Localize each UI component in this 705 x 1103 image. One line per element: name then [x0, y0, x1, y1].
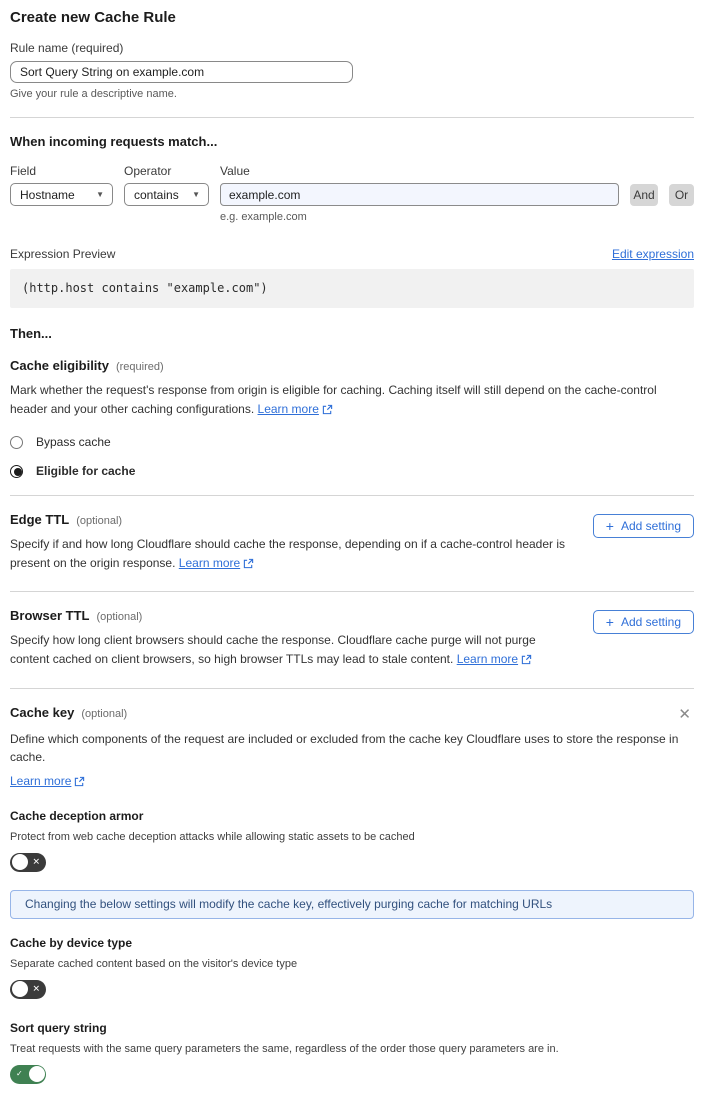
value-input[interactable] [220, 183, 619, 206]
cache-key-warning-banner: Changing the below settings will modify the cache key, effectively purging cache for matching URLs [10, 890, 694, 919]
edge-ttl-qualifier: (optional) [76, 515, 123, 528]
edit-expression-link[interactable]: Edit expression [611, 247, 694, 261]
toggle-off-x-icon: ✕ [32, 983, 40, 994]
rule-name-help: Give your rule a descriptive name. [10, 88, 177, 100]
field-select-value: Hostname [20, 187, 75, 202]
expression-preview-label: Expression Preview [10, 247, 116, 261]
cache-by-device-type-toggle[interactable] [10, 980, 46, 999]
chevron-down-icon: ▼ [96, 189, 104, 199]
cache-by-device-type-description: Separate cached content based on the visitor's device type [10, 957, 298, 970]
add-setting-label: Add setting [620, 519, 681, 534]
edge-ttl-section [10, 496, 694, 574]
sort-query-string-description: Treat requests with the same query parameters the same, regardless of the order those query parameters are in. [10, 1042, 559, 1055]
cache-key-title: Cache key [10, 704, 75, 720]
match-heading: When incoming requests match... [10, 134, 218, 149]
plus-icon: + [605, 518, 614, 535]
match-labels-row [10, 164, 694, 178]
cache-eligibility-description: Mark whether the request's response from origin is eligible for caching. Caching itself will still depend on the cache-control header and your other caching configurations. Learn more [10, 381, 694, 420]
browser-ttl-add-setting-button[interactable] [593, 610, 694, 634]
field-select[interactable] [10, 183, 113, 206]
browser-ttl-title: Browser TTL [10, 608, 90, 624]
cache-deception-armor-title: Cache deception armor [10, 808, 144, 823]
cache-eligibility-qualifier: (required) [115, 361, 164, 373]
cache-key-description: Define which components of the request are included or excluded from the cache key Cloudflare uses to store the response in cache. [10, 731, 679, 765]
cache-eligibility-section [10, 358, 694, 478]
cache-deception-armor-description: Protect from web cache deception attacks while allowing static assets to be cached [10, 830, 415, 843]
external-link-icon [521, 652, 532, 671]
and-button[interactable]: And [630, 184, 658, 206]
radio-label: Bypass cache [36, 435, 111, 450]
radio-option-bypass-cache[interactable] [10, 435, 694, 449]
chevron-down-icon: ▼ [192, 189, 200, 199]
value-hint: e.g. example.com [220, 211, 307, 223]
browser-ttl-description: Specify how long client browsers should cache the response. Cloudflare cache purge will not purge content cached on client browsers, so high browser TTLs may lead to stale content. Learn more [10, 631, 570, 670]
external-link-icon [74, 774, 85, 792]
edge-ttl-title: Edge TTL [10, 512, 70, 528]
toggle-knob [12, 854, 28, 870]
value-label: Value [220, 164, 250, 178]
add-setting-label: Add setting [620, 615, 681, 630]
cache-eligibility-title: Cache eligibility [10, 358, 109, 373]
edge-ttl-description: Specify if and how long Cloudflare should cache the response, depending on if a cache-control header is present on the origin response. Learn more [10, 535, 570, 574]
then-heading: Then... [10, 326, 52, 341]
learn-more-link[interactable]: Learn more [456, 651, 519, 666]
close-icon[interactable]: ✕ [678, 705, 691, 723]
learn-more-link[interactable]: Learn more [257, 401, 319, 416]
field-label: Field [10, 164, 37, 178]
toggle-knob [12, 981, 28, 997]
operator-label: Operator [124, 164, 172, 178]
operator-select[interactable] [124, 183, 209, 206]
rule-name-input[interactable] [10, 61, 353, 83]
sort-query-string-title: Sort query string [10, 1020, 107, 1035]
learn-more-link[interactable]: Learn more [10, 773, 72, 788]
expression-preview-row [10, 247, 694, 261]
page-title: Create new Cache Rule [10, 9, 176, 26]
cache-key-qualifier: (optional) [81, 707, 128, 720]
external-link-icon [243, 556, 254, 575]
plus-icon: + [605, 614, 614, 631]
cache-key-section [10, 689, 694, 1089]
toggle-off-x-icon: ✕ [32, 856, 40, 867]
learn-more-link[interactable]: Learn more [178, 555, 241, 570]
rule-name-label: Rule name (required) [10, 41, 124, 55]
or-button[interactable]: Or [669, 184, 694, 206]
match-section [10, 118, 694, 308]
expression-preview-box: (http.host contains "example.com") [10, 269, 694, 308]
radio-label: Eligible for cache [36, 464, 136, 479]
external-link-icon [322, 402, 333, 421]
browser-ttl-qualifier: (optional) [96, 611, 143, 624]
match-inputs-row [10, 183, 694, 206]
edge-ttl-add-setting-button[interactable] [593, 514, 694, 538]
operator-select-value: contains [134, 187, 179, 202]
radio-checked-icon [10, 465, 23, 478]
radio-option-eligible-for-cache[interactable] [10, 464, 694, 478]
sort-query-string-toggle[interactable] [10, 1065, 46, 1084]
radio-icon [10, 436, 23, 449]
cache-by-device-type-title: Cache by device type [10, 935, 133, 950]
browser-ttl-section [10, 592, 694, 670]
toggle-knob [29, 1066, 45, 1082]
rule-name-section [10, 41, 694, 100]
toggle-on-check-icon: ✓ [16, 1069, 23, 1079]
